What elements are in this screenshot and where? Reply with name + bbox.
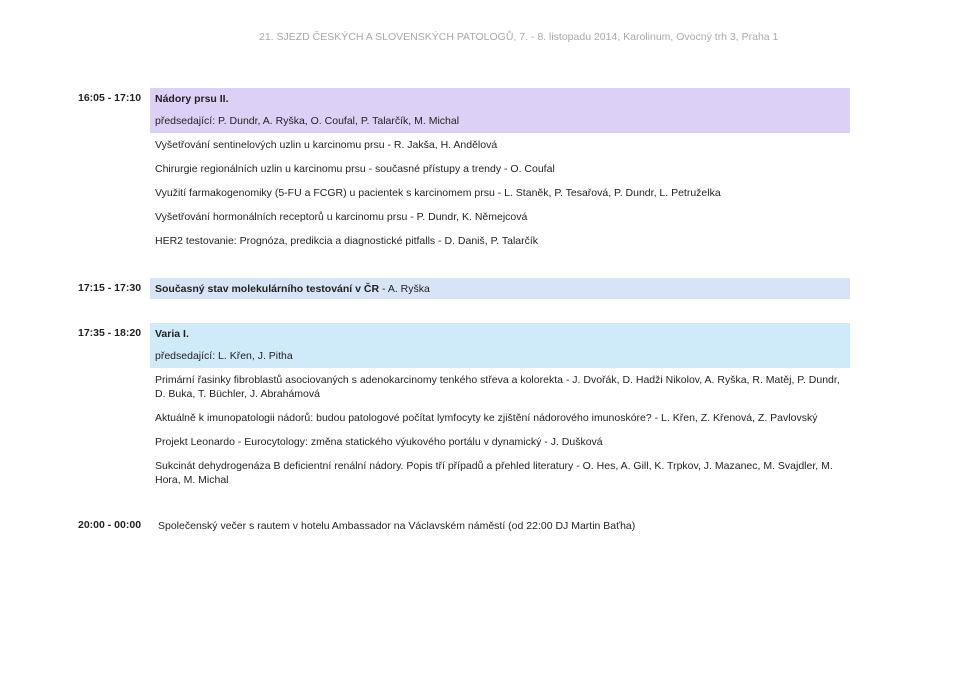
social-event: Společenský večer s rautem v hotelu Ambassador na Václavském náměstí (od 22:00 DJ Martin Baťha) — [158, 520, 636, 532]
session-time: 17:15 - 17:30 — [78, 282, 142, 294]
talk-item: Sukcinát dehydrogenáza B deficientní renální nádory. Popis tří případů a přehled literatury - O. Hes, A. Gill, K. Trpkov, J. Mazanec, M. Svajdler, M. Hora, M. Michal — [155, 460, 833, 486]
talk-item: Vyšetřování sentinelových uzlin u karcinomu prsu - R. Jakša, H. Andělová — [155, 139, 498, 151]
talk-item: HER2 testovanie: Prognóza, predikcia a diagnostické pitfalls - D. Daniš, P. Talarčík — [155, 235, 539, 247]
session-time: 17:35 - 18:20 — [78, 327, 142, 339]
talk-item: Aktuálně k imunopatologii nádorů: budou patologové počítat lymfocyty ke zjištění nádorového imunoskóre? - L. Křen, Z. Křenová, Z. Pavlovský — [155, 412, 818, 424]
session-chairs: předsedající: P. Dundr, A. Ryška, O. Coufal, P. Talarčík, M. Michal — [155, 115, 460, 127]
page-header: 21. SJEZD ČESKÝCH A SLOVENSKÝCH PATOLOGŮ, 7. - 8. listopadu 2014, Karolinum, Ovocný trh 3, Praha 1 — [259, 31, 779, 43]
talk-item: Primární řasinky fibroblastů asociovaných s adenokarcinomy tenkého střeva a kolorekta - J. Dvořák, D. Hadži Nikolov, A. Ryška, R. Matěj, P. Dundr, D. Buka, T. Büchler, J. Abrahámová — [155, 374, 840, 400]
session-title: Současný stav molekulárního testování v ČR — [155, 283, 380, 295]
session-title-line — [155, 282, 850, 296]
session-chairs: předsedající: L. Křen, J. Pitha — [155, 350, 293, 362]
session-speaker: - A. Ryška — [379, 283, 430, 295]
talk-item: Vyšetřování hormonálních receptorů u karcinomu prsu - P. Dundr, K. Němejcová — [155, 211, 528, 223]
session-title: Varia I. — [155, 328, 189, 340]
talk-item: Projekt Leonardo - Eurocytology: změna statického výukového portálu v dynamický - J. Dušková — [155, 436, 603, 448]
talk-item: Využití farmakogenomiky (5-FU a FCGR) u pacientek s karcinomem prsu - L. Staněk, P. Tesařová, P. Dundr, L. Petruželka — [155, 187, 721, 199]
session-title: Nádory prsu II. — [155, 93, 229, 105]
session-time: 16:05 - 17:10 — [78, 92, 142, 104]
session-time: 20:00 - 00:00 — [78, 519, 142, 531]
talk-item: Chirurgie regionálních uzlin u karcinomu prsu - současné přístupy a trendy - O. Coufal — [155, 163, 555, 175]
